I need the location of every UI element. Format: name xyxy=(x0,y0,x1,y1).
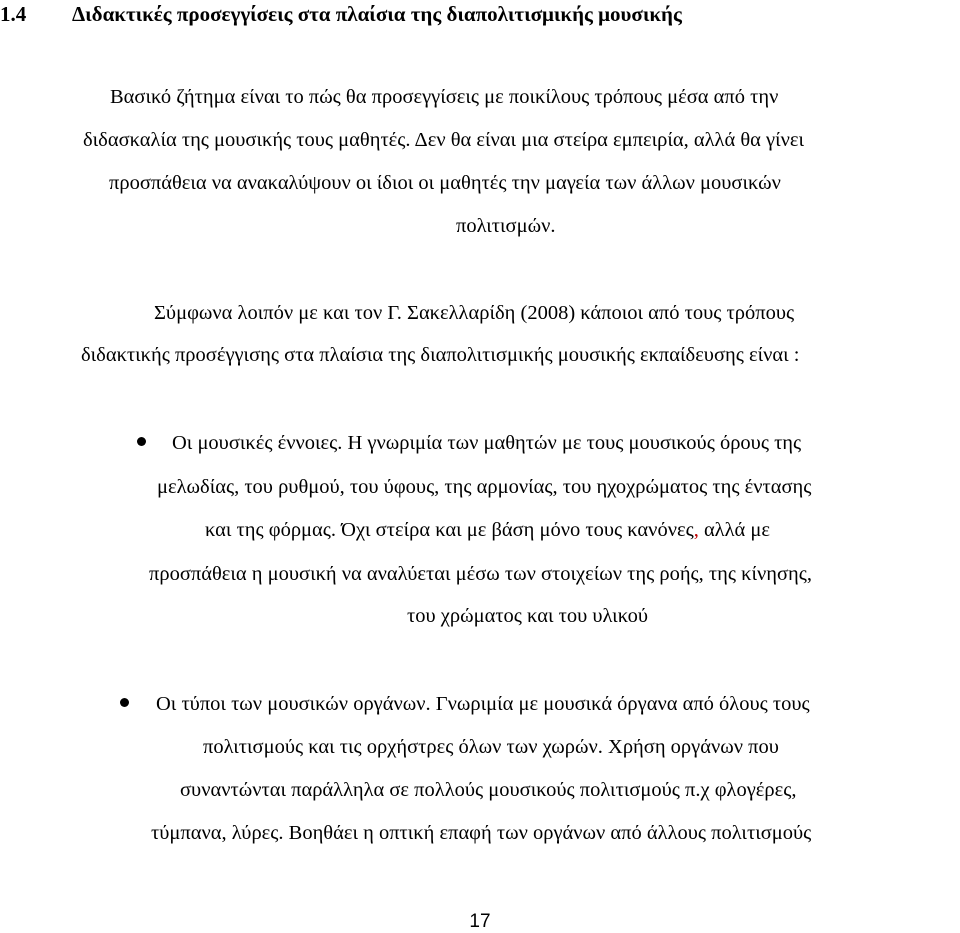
section-title: Διδακτικές προσεγγίσεις στα πλαίσια της διαπολιτισμικής μουσικής xyxy=(72,2,682,26)
section-number: 1.4 xyxy=(0,2,27,26)
paragraph1-line2: διδασκαλία της μουσικής τους μαθητές. Δεν θα είναι μια στείρα εμπειρία, αλλά θα γίνει xyxy=(83,129,804,151)
bullet1-line2: μελωδίας, του ρυθμού, του ύφους, της αρμονίας, του ηχοχρώματος της έντασης xyxy=(157,476,812,498)
paragraph1-line3: προσπάθεια να ανακαλύψουν οι ίδιοι οι μαθητές την μαγεία των άλλων μουσικών xyxy=(109,172,781,194)
bullet1-line3-tail: αλλά με xyxy=(698,519,771,541)
paragraph1-line4: πολιτισμών. xyxy=(456,215,556,237)
page-number: 17 xyxy=(469,911,491,932)
bullet1-line3-comma: , xyxy=(693,519,699,541)
bullet2-line3: συναντώνται παράλληλα σε πολλούς μουσικούς πολιτισμούς π.χ φλογέρες, xyxy=(180,779,797,801)
bullet1-line4: προσπάθεια η μουσική να αναλύεται μέσω των στοιχείων της ροής, της κίνησης, xyxy=(149,563,812,585)
paragraph2-line2: διδακτικής προσέγγισης στα πλαίσια της διαπολιτισμικής μουσικής εκπαίδευσης είναι : xyxy=(81,344,800,366)
bullet-2-marker xyxy=(120,698,129,707)
paragraph2-line1: Σύμφωνα λοιπόν με και τον Γ. Σακελλαρίδη (2008) κάποιοι από τους τρόπους xyxy=(154,302,795,324)
bullet2-line4: τύμπανα, λύρες. Βοηθάει η οπτική επαφή των οργάνων από άλλους πολιτισμούς xyxy=(151,822,812,844)
bullet2-line2: πολιτισμούς και τις ορχήστρες όλων των χωρών. Χρήση οργάνων που xyxy=(203,736,779,758)
paragraph1-line1: Βασικό ζήτημα είναι το πώς θα προσεγγίσεις με ποικίλους τρόπους μέσα από την xyxy=(110,86,779,108)
bullet-1-marker xyxy=(137,437,146,446)
bullet1-line3 xyxy=(205,518,770,542)
bullet2-line1: Οι τύποι των μουσικών οργάνων. Γνωριμία με μουσικά όργανα από όλους τους xyxy=(156,693,810,715)
bullet1-line5: του χρώματος και του υλικού xyxy=(407,605,648,627)
bullet1-line1: Οι μουσικές έννοιες. Η γνωριμία των μαθητών με τους μουσικούς όρους της xyxy=(172,432,802,454)
bullet1-line3-text: και της φόρμας. Όχι στείρα και με βάση μόνο τους κανόνες xyxy=(205,519,694,541)
